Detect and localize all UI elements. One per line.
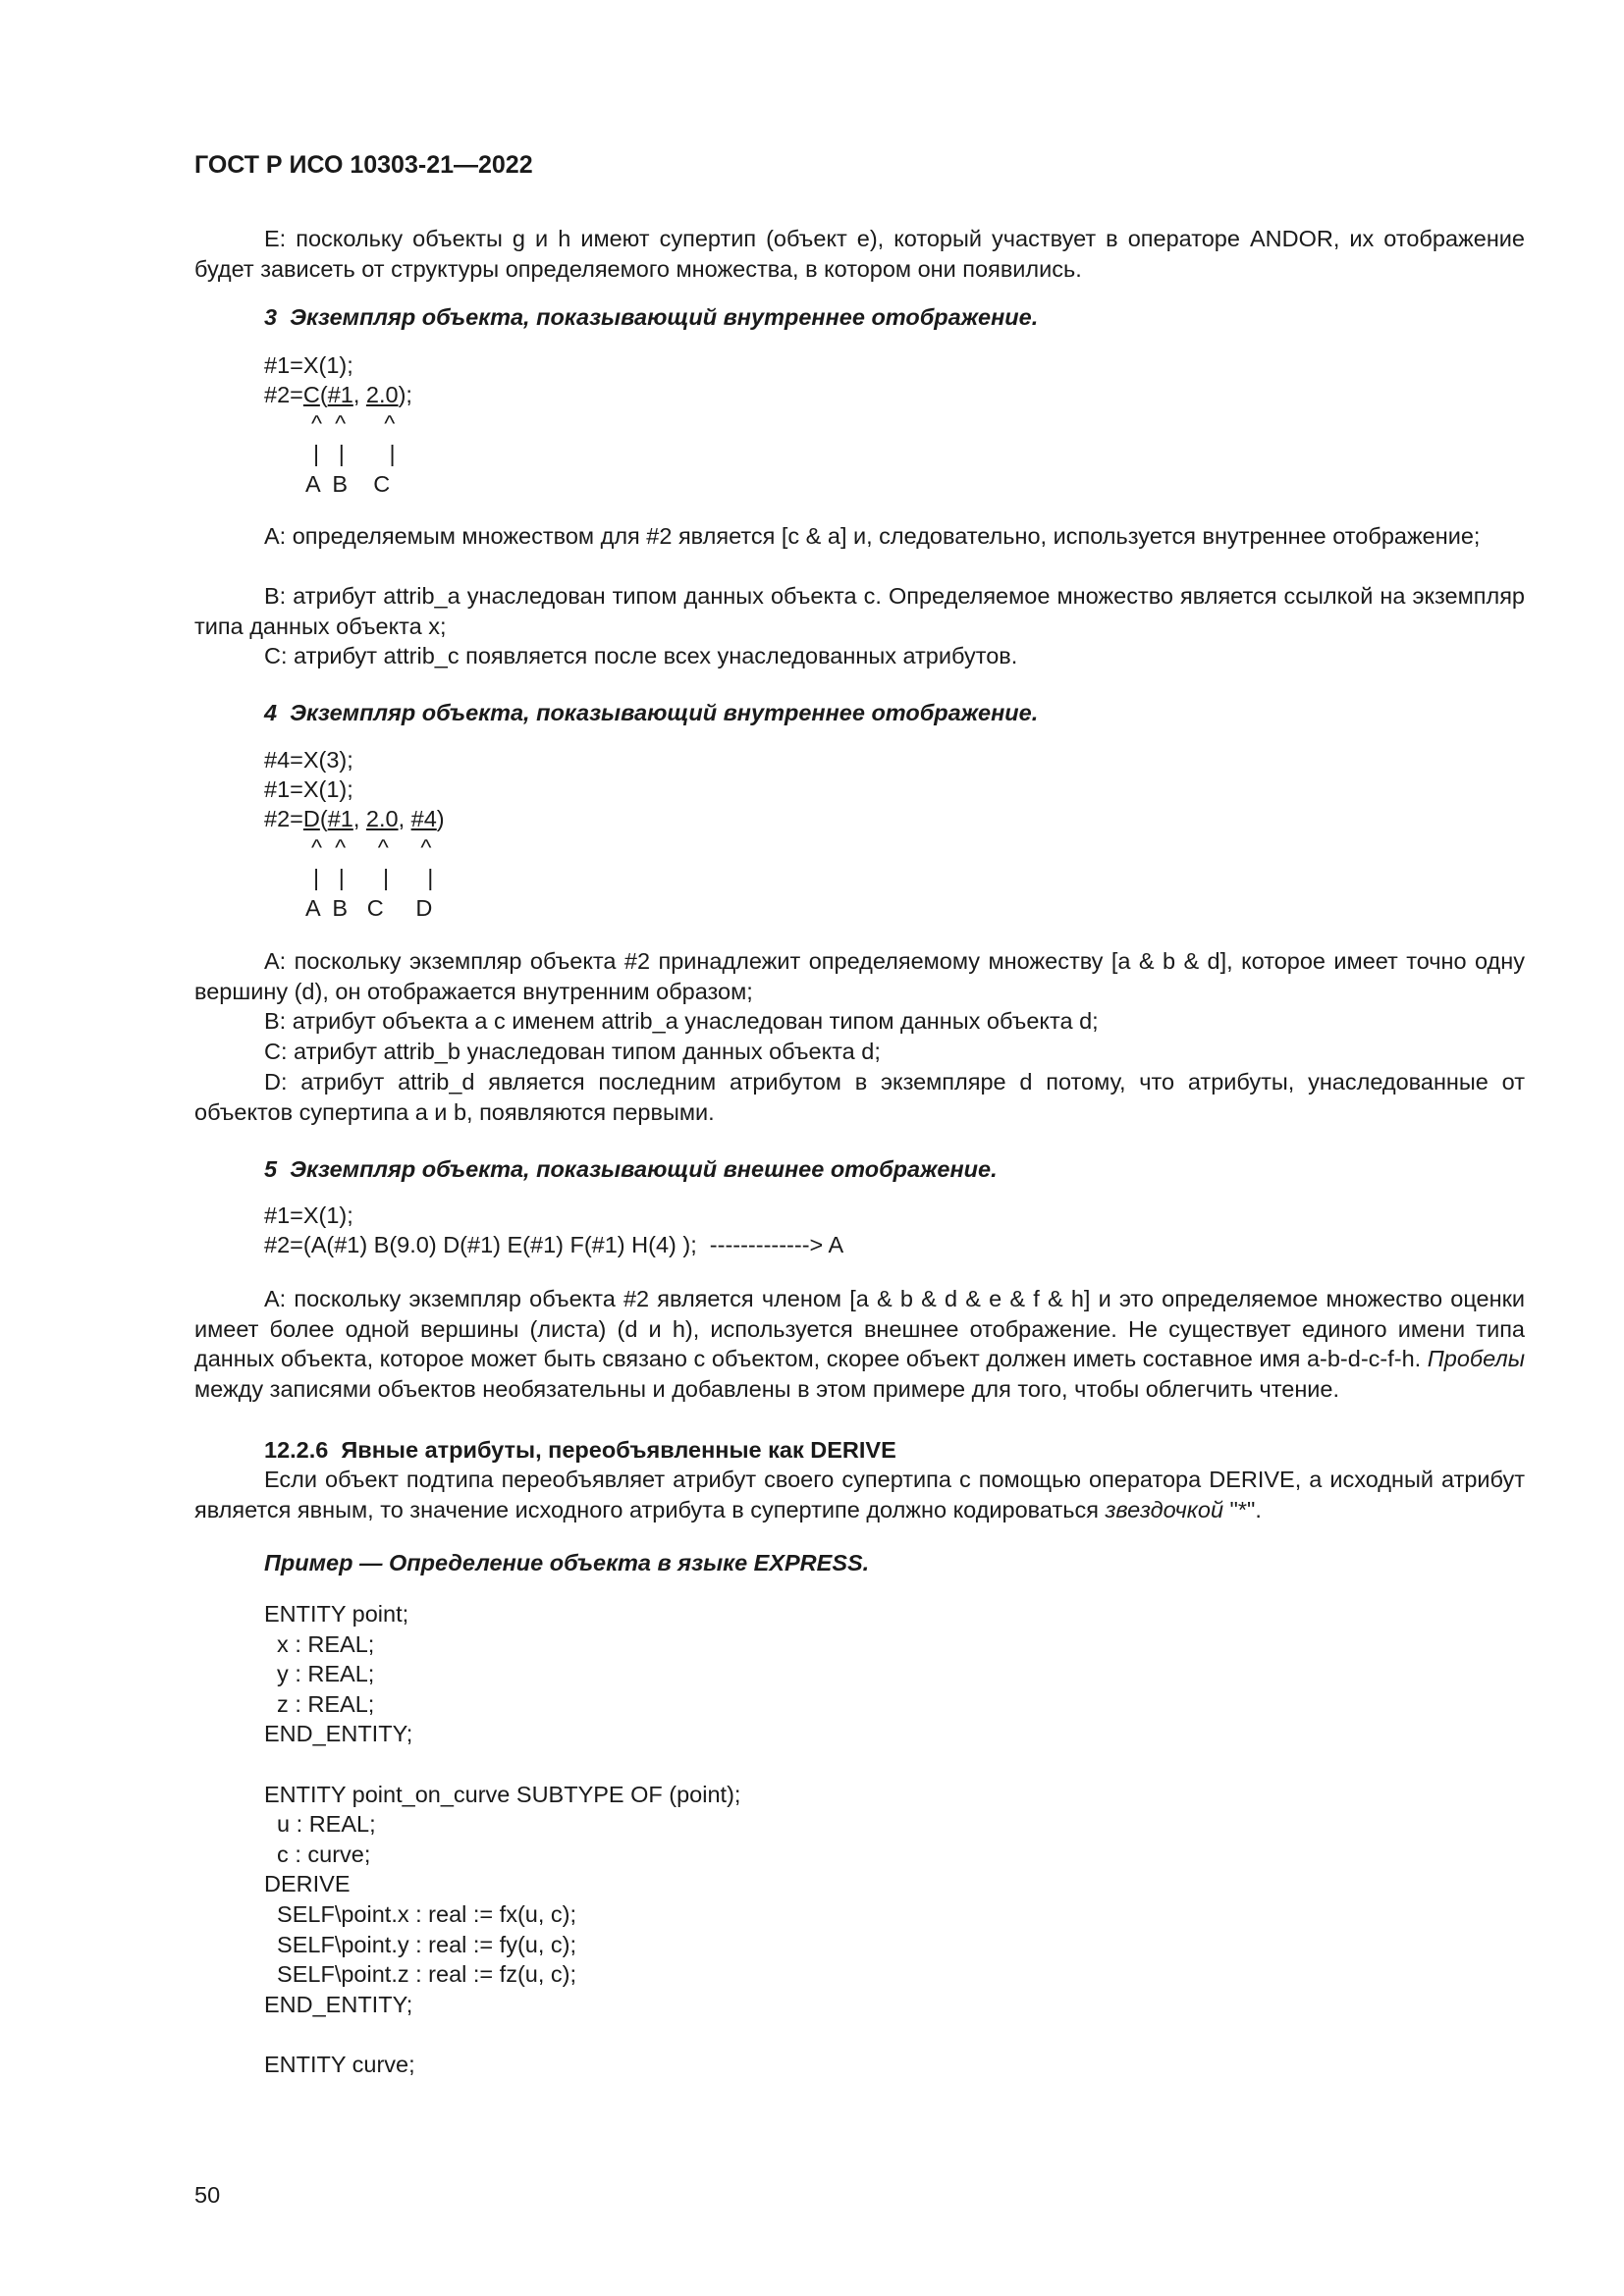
section-text: Если объект подтипа переобъявляет атрибут своего супертипа с помощью оператора DERIVE, а исходный атрибут является явным, то значение исходного атрибута в супертипе должно кодироваться звездочкой "*". (194, 1467, 1525, 1522)
example-4-note-a: A: поскольку экземпляр объекта #2 принадлежит определяемому множеству [a & b & d], которое имеет точно одну вершину (d), он отображается внутренним образом; (194, 948, 1525, 1004)
section-heading: 12.2.6 Явные атрибуты, переобъявленные как DERIVE (264, 1437, 896, 1463)
example-3-line-2 (264, 384, 412, 407)
example-4-carets: ^ ^ ^ ^ (311, 834, 432, 860)
separator: , (398, 806, 411, 831)
separator: , (352, 382, 366, 407)
reference-4: #4 (410, 806, 437, 831)
example-4-note-c: C: атрибут attrib_b унаследован типом данных объекта d; (264, 1039, 881, 1064)
paragraph-e-text: E: поскольку объекты g и h имеют супертип (объект е), который участвует в операторе ANDOR, их отображение будет зависеть от структуры определяемого множества, в котором они появились. (194, 226, 1525, 282)
code-line: SELF\point.y : real := fy(u, c); (264, 1932, 577, 1957)
example-4-note-d: D: атрибут attrib_d является последним атрибутом в экземпляре d потому, что атрибуты, унаследованные от объектов супертипа a и b, появляются первыми. (194, 1069, 1525, 1125)
instance-prefix: #2= (264, 806, 303, 831)
entity-name-c: C (302, 382, 320, 407)
separator: , (352, 806, 366, 831)
example-3-carets: ^ ^ ^ (311, 410, 396, 436)
example-3-letters: A B C (305, 471, 391, 497)
example-3-line-1: #1=X(1); (264, 352, 353, 378)
code-line: ENTITY point; (264, 1601, 409, 1627)
real-value: 2.0 (365, 806, 399, 831)
code-line: END_ENTITY; (264, 1992, 413, 2017)
code-line: c : curve; (264, 1842, 371, 1867)
code-line: y : REAL; (264, 1661, 375, 1686)
code-line: x : REAL; (264, 1631, 375, 1657)
example-5-note-a: A: поскольку экземпляр объекта #2 является членом [a & b & d & e & f & h] и это определяемое множество оценки имеет более одной вершины (листа) (d и h), используется внешнее отображение. Не существует единого имени типа данных объекта, которое может быть связано с объектом, скорее объект должен иметь составное имя a-b-d-c-f-h. Пробелы между записями объектов необязательны и добавлены в этом примере для того, чтобы облегчить чтение. (194, 1286, 1525, 1402)
code-line: SELF\point.z : real := fz(u, c); (264, 1961, 577, 1987)
example-3-note-b: B: атрибут attrib_a унаследован типом данных объекта с. Определяемое множество является ссылкой на экземпляр типа данных объекта x; (194, 583, 1525, 639)
real-value: 2.0 (365, 382, 399, 407)
code-line: SELF\point.x : real := fx(u, c); (264, 1901, 577, 1927)
example-3-note-a: A: определяемым множеством для #2 является [c & a] и, следовательно, используется внутреннее отображение; (264, 523, 1481, 549)
open-paren: ( (319, 382, 328, 407)
document-header: ГОСТ Р ИСО 10303-21—2022 (194, 151, 533, 179)
paragraph-e (194, 224, 1525, 284)
example-5-line-1: #1=X(1); (264, 1202, 353, 1228)
reference-1: #1 (327, 382, 353, 407)
example-caption: Пример — Определение объекта в языке EXPRESS. (264, 1550, 870, 1575)
close-paren: ) (436, 806, 445, 831)
example-3-caption: 3 Экземпляр объекта, показывающий внутреннее отображение. (264, 304, 1039, 330)
example-4-line-2: #1=X(1); (264, 776, 353, 802)
close-paren: ); (398, 382, 412, 407)
instance-prefix: #2= (264, 382, 303, 407)
code-line: z : REAL; (264, 1691, 375, 1717)
reference-1: #1 (327, 806, 353, 831)
example-4-note-b: B: атрибут объекта а с именем attrib_a унаследован типом данных объекта d; (264, 1008, 1099, 1034)
example-4-letters: A B C D (305, 895, 433, 921)
example-3-bars: | | | (313, 441, 396, 466)
example-5-caption: 5 Экземпляр объекта, показывающий внешнее отображение. (264, 1156, 998, 1182)
example-4-bars: | | | | (313, 865, 434, 890)
code-line: ENTITY point_on_curve SUBTYPE OF (point); (264, 1782, 741, 1807)
example-4-line-3 (264, 808, 445, 831)
code-line: ENTITY curve; (264, 2052, 415, 2077)
example-4-caption: 4 Экземпляр объекта, показывающий внутреннее отображение. (264, 700, 1039, 725)
page-number: 50 (194, 2182, 221, 2208)
example-3-note-c: C: атрибут attrib_c появляется после всех унаследованных атрибутов. (264, 643, 1018, 668)
example-4-line-1: #4=X(3); (264, 747, 353, 773)
example-5-line-2: #2=(A(#1) B(9.0) D(#1) E(#1) F(#1) H(4) ); -------------> A (264, 1232, 844, 1257)
code-line: DERIVE (264, 1871, 351, 1896)
entity-name-d: D (302, 806, 320, 831)
code-line: u : REAL; (264, 1811, 376, 1837)
code-line: END_ENTITY; (264, 1721, 413, 1746)
open-paren: ( (319, 806, 328, 831)
